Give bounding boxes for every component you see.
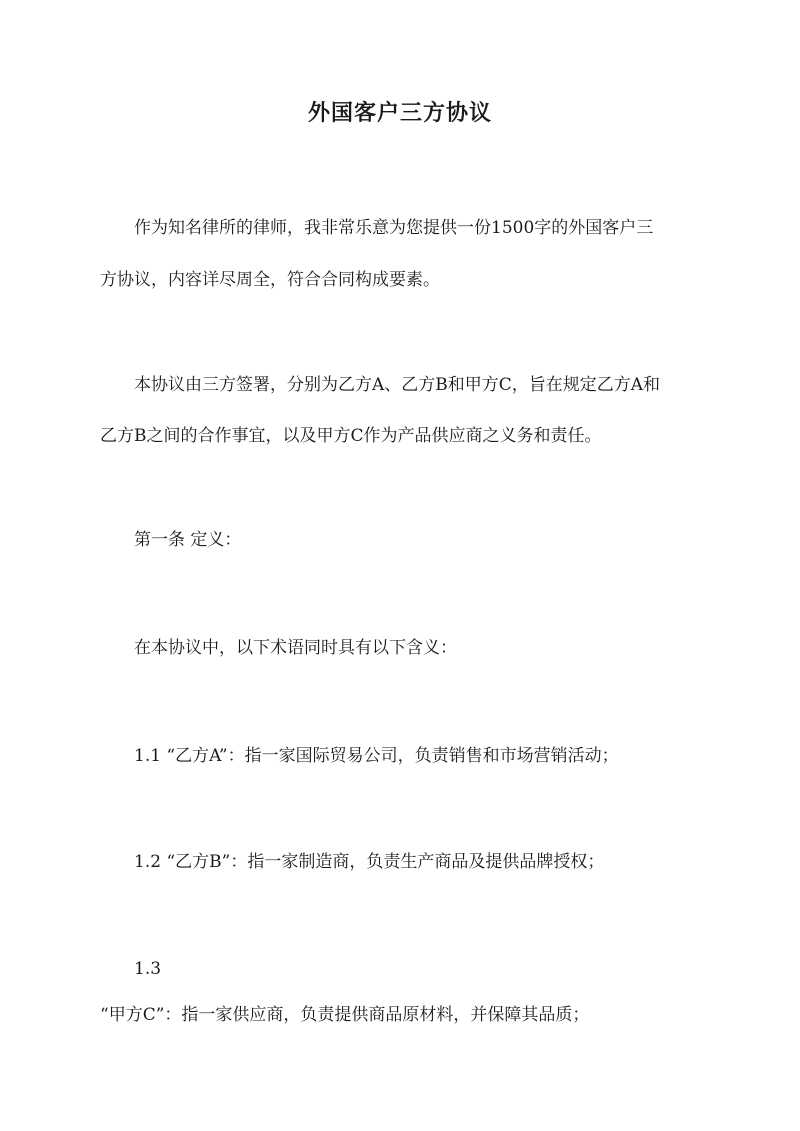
paragraph-1-line-1: 作为知名律所的律师，我非常乐意为您提供一份1500字的外国客户三 [134,218,654,238]
definition-1-3-text: “甲方C”：指一家供应商，负责提供商品原材料，并保障其品质； [100,1005,590,1025]
paragraph-2-line-2: 乙方B之间的合作事宜，以及甲方C作为产品供应商之义务和责任。 [100,426,602,446]
document-title: 外国客户三方协议 [307,100,492,126]
definition-1-3-number: 1.3 [134,959,162,979]
paragraph-2-line-1: 本协议由三方签署，分别为乙方A、乙方B和甲方C，旨在规定乙方A和 [134,375,661,395]
definition-1-1: 1.1 “乙方A”：指一家国际贸易公司，负责销售和市场营销活动； [134,746,619,766]
article-1-heading: 第一条 定义： [134,530,242,550]
definition-1-2: 1.2 “乙方B”：指一家制造商，负责生产商品及提供品牌授权； [134,852,605,872]
definitions-intro: 在本协议中，以下术语同时具有以下含义： [134,638,457,658]
paragraph-1-line-2: 方协议，内容详尽周全，符合合同构成要素。 [100,270,440,290]
